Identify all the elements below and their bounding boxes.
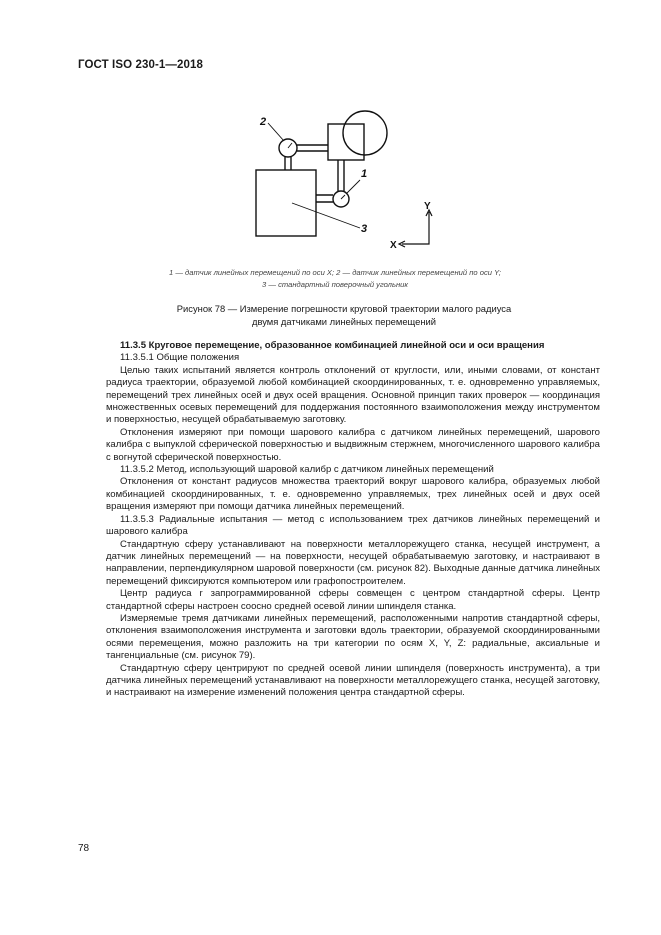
reference-square-block <box>256 170 316 236</box>
document-header: ГОСТ ISO 230-1—2018 <box>78 59 203 71</box>
paragraph: Целью таких испытаний является контроль отклонений от круглости, или, иными словами, от констант радиуса траектории, образуемой любой комбинацией скоординированных, т. е. одновременно управляемых, перемещений трех линейных осей и двух осей вращения. Основной принцип таких проверок — координация множественных осевых перемещений для поддержания постоянного взаимоположения между инструментом и поверхностью, несущей обрабатываемую заготовку. <box>106 364 600 426</box>
document-body <box>106 340 600 700</box>
paragraph: Стандартную сферу центрируют по средней осевой линии шпинделя (поверхность инструмента), а три датчика линейных перемещений устанавливают на поверхности металлорежущего станка, несущей заготовку, и настраивают на измерение изменений положения центра стандартной сферы. <box>106 662 600 699</box>
subsection-11-3-5-1: 11.3.5.1 Общие положения <box>120 352 240 364</box>
figure-legend <box>100 267 570 291</box>
caption-line-1: Рисунок 78 — Измерение погрешности круговой траектории малого радиуса <box>176 303 512 314</box>
paragraph: Стандартную сферу устанавливают на поверхности металлорежущего станка, несущей инструмент, а датчик линейных перемещений — на поверхности, несущей обрабатываемую заготовку, и настраивают в направлении, перпендикулярном шаровой поверхности (см. рисунок 82). Выходные данные датчика линейных перемещений фиксируются компьютером или графопостроителем. <box>106 538 600 587</box>
legend-line-2: 3 — стандартный поверочный угольник <box>262 280 408 289</box>
page-number: 78 <box>78 843 90 854</box>
caption-line-2: двумя датчиками линейных перемещений <box>251 315 437 327</box>
axis-y-label: Y <box>424 201 431 212</box>
subsection-11-3-5-3: 11.3.5.3 Радиальные испытания — метод с использованием трех датчиков линейных перемещений и шарового калибра <box>106 513 600 538</box>
section-heading-11-3-5: 11.3.5 Круговое перемещение, образованное комбинацией линейной оси и оси вращения <box>120 340 545 351</box>
axis-x-label: X <box>390 240 397 251</box>
callout-1: 1 <box>361 168 368 180</box>
paragraph: Отклонения от констант радиусов множества траекторий вокруг шарового калибра, образуемых любой комбинацией скоординированных, т. е. одновременно управляемых, трех линейных осей и двух осей вращения измеряют при помощи датчика линейных перемещений. <box>106 476 600 513</box>
paragraph: Центр радиуса r запрограммированной сферы совмещен с центром стандартной сферы. Центр стандартной сферы настроен соосно средней осевой линии шпинделя станка. <box>106 588 600 612</box>
paragraph: Отклонения измеряют при помощи шарового калибра с датчиком линейных перемещений, шарового калибра с выпуклой сферической поверхностью и выдвижным стержнем, многочисленного шарового калибра с вогнутой сферической поверхностью. <box>106 426 600 463</box>
figure-caption <box>100 303 588 328</box>
paragraph: Измеряемые тремя датчиками линейных перемещений, расположенными напротив стандартной сферы, отклонения взаимоположения инструмента и заготовки вдоль траектории, образуемой скоординированными осями перемещения, можно разложить на три категории по осям X, Y, Z: радиальные, аксиальные и тангенциальные (см. рисунок 79). <box>106 612 600 662</box>
callout-3: 3 <box>361 223 368 235</box>
figure-78-diagram <box>230 106 450 256</box>
callout-2: 2 <box>260 116 267 128</box>
reference-sphere <box>343 111 387 155</box>
subsection-11-3-5-2: 11.3.5.2 Метод, использующий шаровой калибр с датчиком линейных перемещений <box>120 464 494 476</box>
measurement-diagram <box>230 106 450 256</box>
legend-line-1: 1 — датчик линейных перемещений по оси X; 2 — датчик линейных перемещений по оси Y; <box>168 268 501 277</box>
